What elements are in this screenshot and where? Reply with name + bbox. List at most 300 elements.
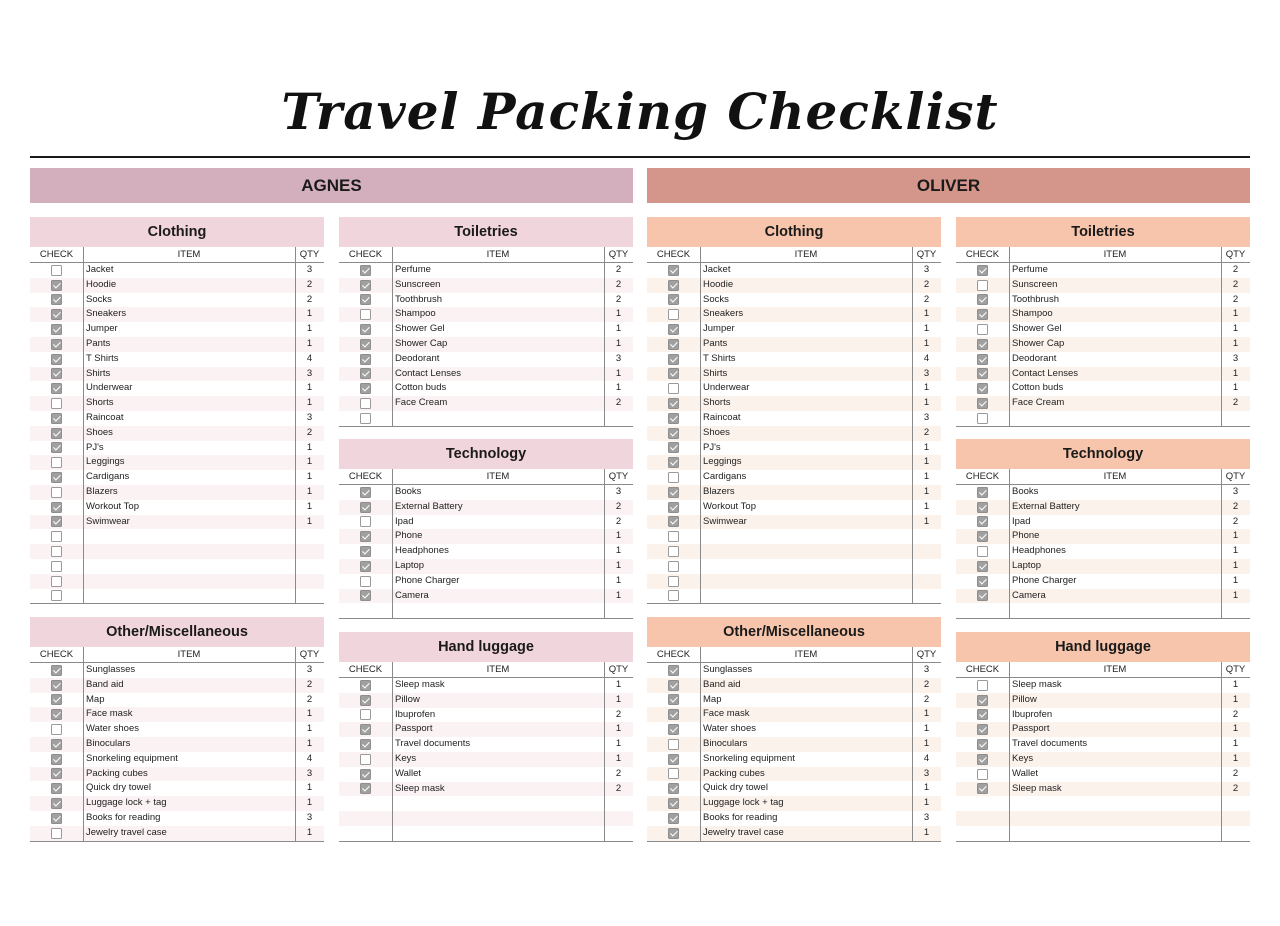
check-cell	[30, 574, 83, 589]
table-row	[647, 574, 941, 589]
qty-cell: 3	[923, 367, 930, 379]
unchecked-checkbox[interactable]	[51, 561, 62, 572]
check-cell	[956, 411, 1009, 426]
checked-checkbox[interactable]	[51, 709, 62, 720]
item-cell: Phone Charger	[1012, 574, 1077, 586]
checked-checkbox[interactable]	[360, 531, 371, 542]
check-cell	[339, 708, 392, 723]
checked-checkbox[interactable]	[360, 339, 371, 350]
table-row	[956, 693, 1250, 708]
table-row	[339, 603, 633, 618]
unchecked-checkbox[interactable]	[668, 531, 679, 542]
qty-cell: 3	[923, 264, 930, 275]
item-cell: Jacket	[86, 264, 114, 275]
check-cell	[956, 767, 1009, 782]
check-cell	[956, 722, 1009, 737]
checked-checkbox[interactable]	[668, 457, 679, 468]
check-cell	[956, 782, 1009, 797]
table-row	[647, 500, 941, 515]
unchecked-checkbox[interactable]	[668, 590, 679, 601]
check-cell	[956, 307, 1009, 322]
check-cell	[30, 322, 83, 337]
qty-cell: 2	[923, 426, 930, 438]
checked-checkbox[interactable]	[360, 368, 371, 379]
qty-cell: 1	[923, 397, 930, 409]
checked-checkbox[interactable]	[668, 516, 679, 527]
table-row	[956, 559, 1250, 574]
check-cell	[30, 367, 83, 382]
checked-checkbox[interactable]	[360, 680, 371, 691]
table-header	[647, 247, 941, 263]
item-cell: T Shirts	[86, 352, 119, 364]
qty-cell: 1	[306, 323, 313, 335]
section-title-technology: Technology	[956, 439, 1250, 469]
unchecked-checkbox[interactable]	[51, 487, 62, 498]
unchecked-checkbox[interactable]	[668, 739, 679, 750]
checked-checkbox[interactable]	[360, 739, 371, 750]
unchecked-checkbox[interactable]	[360, 413, 371, 424]
item-cell: Deodorant	[1012, 352, 1057, 364]
item-cell: Cardigans	[703, 471, 747, 483]
item-cell: Pillow	[1012, 693, 1037, 705]
checked-checkbox[interactable]	[668, 680, 679, 691]
unchecked-checkbox[interactable]	[360, 309, 371, 320]
check-cell	[339, 722, 392, 737]
item-cell: Quick dry towel	[703, 782, 768, 794]
table-row	[339, 322, 633, 337]
item-cell: Phone	[395, 530, 423, 542]
table-row	[30, 544, 324, 559]
qty-cell: 1	[306, 456, 313, 468]
checked-checkbox[interactable]	[51, 324, 62, 335]
item-cell: Shower Gel	[1012, 323, 1062, 335]
check-cell	[339, 411, 392, 426]
table-row	[956, 722, 1250, 737]
check-cell	[339, 278, 392, 293]
checked-checkbox[interactable]	[360, 324, 371, 335]
item-cell: Face mask	[703, 708, 750, 720]
qty-column-header: QTY	[299, 249, 320, 260]
qty-cell: 1	[306, 782, 313, 794]
table-row	[956, 678, 1250, 693]
checked-checkbox[interactable]	[360, 724, 371, 735]
table-row	[647, 307, 941, 322]
qty-cell	[295, 529, 324, 544]
qty-cell: 1	[615, 738, 622, 750]
qty-cell: 2	[615, 264, 622, 275]
table-row	[647, 781, 941, 796]
table-row	[339, 293, 633, 308]
item-cell: Toothbrush	[1012, 293, 1060, 305]
qty-cell: 3	[306, 367, 313, 379]
check-cell	[30, 529, 83, 544]
checked-checkbox[interactable]	[977, 531, 988, 542]
item-cell: Deodorant	[395, 352, 440, 364]
checked-checkbox[interactable]	[977, 502, 988, 513]
unchecked-checkbox[interactable]	[668, 546, 679, 557]
check-cell	[956, 826, 1009, 841]
checked-checkbox[interactable]	[51, 768, 62, 779]
checked-checkbox[interactable]	[977, 487, 988, 498]
checked-checkbox[interactable]	[668, 783, 679, 794]
qty-cell: 2	[306, 278, 313, 290]
item-cell: Keys	[1012, 752, 1034, 764]
checked-checkbox[interactable]	[977, 383, 988, 394]
table-row	[30, 485, 324, 500]
unchecked-checkbox[interactable]	[360, 576, 371, 587]
checked-checkbox[interactable]	[51, 309, 62, 320]
qty-column-header: QTY	[608, 471, 629, 482]
check-cell	[647, 707, 700, 722]
title-divider	[30, 156, 1250, 158]
item-cell: Ipad	[395, 515, 414, 527]
unchecked-checkbox[interactable]	[51, 724, 62, 735]
table-row	[30, 529, 324, 544]
checked-checkbox[interactable]	[360, 590, 371, 601]
item-cell	[700, 559, 912, 574]
checked-checkbox[interactable]	[668, 502, 679, 513]
qty-cell: 1	[306, 737, 313, 749]
checked-checkbox[interactable]	[51, 339, 62, 350]
qty-cell: 1	[1232, 323, 1239, 335]
item-cell	[392, 811, 604, 826]
checked-checkbox[interactable]	[360, 354, 371, 365]
item-cell: Face Cream	[1012, 397, 1065, 409]
item-cell: Sleep mask	[1012, 782, 1062, 794]
check-cell	[30, 278, 83, 293]
checked-checkbox[interactable]	[51, 783, 62, 794]
check-cell	[30, 500, 83, 515]
unchecked-checkbox[interactable]	[51, 457, 62, 468]
checked-checkbox[interactable]	[360, 280, 371, 291]
checked-checkbox[interactable]	[360, 783, 371, 794]
qty-column-header: QTY	[1225, 664, 1246, 675]
table-row	[647, 544, 941, 559]
qty-cell: 3	[306, 411, 313, 423]
unchecked-checkbox[interactable]	[360, 516, 371, 527]
checked-checkbox[interactable]	[977, 354, 988, 365]
item-cell: Shower Cap	[395, 337, 448, 349]
checked-checkbox[interactable]	[668, 828, 679, 839]
checked-checkbox[interactable]	[51, 694, 62, 705]
checked-checkbox[interactable]	[51, 442, 62, 453]
check-cell	[30, 470, 83, 485]
table-row	[956, 708, 1250, 723]
check-cell	[647, 352, 700, 367]
table-row	[339, 263, 633, 278]
checked-checkbox[interactable]	[668, 442, 679, 453]
check-cell	[956, 708, 1009, 723]
checked-checkbox[interactable]	[51, 665, 62, 676]
item-cell: Jacket	[703, 264, 731, 275]
table-row	[339, 796, 633, 811]
item-cell: Headphones	[1012, 545, 1066, 557]
item-column-header: ITEM	[1103, 471, 1127, 482]
checked-checkbox[interactable]	[668, 324, 679, 335]
table-row	[647, 811, 941, 826]
table-row	[647, 589, 941, 604]
unchecked-checkbox[interactable]	[668, 561, 679, 572]
unchecked-checkbox[interactable]	[51, 576, 62, 587]
checked-checkbox[interactable]	[51, 754, 62, 765]
item-cell: Sleep mask	[395, 679, 445, 690]
item-cell: Binoculars	[86, 737, 131, 749]
qty-cell	[912, 589, 941, 604]
check-cell	[647, 826, 700, 841]
check-cell	[339, 693, 392, 708]
item-cell	[1009, 826, 1221, 841]
unchecked-checkbox[interactable]	[977, 324, 988, 335]
unchecked-checkbox[interactable]	[668, 309, 679, 320]
qty-cell: 1	[615, 752, 622, 764]
qty-cell: 4	[306, 752, 313, 764]
checked-checkbox[interactable]	[977, 339, 988, 350]
item-cell: Blazers	[86, 485, 118, 497]
table-row	[30, 455, 324, 470]
checked-checkbox[interactable]	[51, 739, 62, 750]
unchecked-checkbox[interactable]	[51, 398, 62, 409]
checked-checkbox[interactable]	[977, 309, 988, 320]
unchecked-checkbox[interactable]	[51, 531, 62, 542]
checked-checkbox[interactable]	[668, 368, 679, 379]
check-column-header: CHECK	[348, 664, 383, 675]
checked-checkbox[interactable]	[668, 709, 679, 720]
table-row	[956, 811, 1250, 826]
checked-checkbox[interactable]	[360, 487, 371, 498]
qty-cell	[1221, 603, 1250, 618]
checked-checkbox[interactable]	[51, 798, 62, 809]
checked-checkbox[interactable]	[51, 472, 62, 483]
checked-checkbox[interactable]	[51, 294, 62, 305]
qty-cell: 3	[306, 767, 313, 779]
person-banner-agnes: AGNES	[30, 168, 633, 203]
unchecked-checkbox[interactable]	[51, 546, 62, 557]
item-cell: Band aid	[703, 678, 741, 690]
table-row	[30, 352, 324, 367]
check-cell	[956, 278, 1009, 293]
unchecked-checkbox[interactable]	[977, 413, 988, 424]
item-cell: Cardigans	[86, 471, 130, 483]
checked-checkbox[interactable]	[360, 265, 371, 276]
checked-checkbox[interactable]	[668, 694, 679, 705]
unchecked-checkbox[interactable]	[977, 769, 988, 780]
table-body	[339, 678, 633, 841]
checked-checkbox[interactable]	[360, 294, 371, 305]
qty-cell	[604, 826, 633, 841]
check-cell	[30, 307, 83, 322]
checked-checkbox[interactable]	[360, 383, 371, 394]
checked-checkbox[interactable]	[360, 769, 371, 780]
item-cell: Sleep mask	[1012, 679, 1062, 690]
qty-cell: 2	[1232, 708, 1239, 720]
table-row	[30, 381, 324, 396]
item-cell: Leggings	[86, 456, 125, 468]
unchecked-checkbox[interactable]	[668, 472, 679, 483]
table-row	[647, 263, 941, 278]
qty-cell: 1	[1232, 752, 1239, 764]
check-cell	[956, 693, 1009, 708]
checked-checkbox[interactable]	[51, 354, 62, 365]
check-cell	[339, 544, 392, 559]
checked-checkbox[interactable]	[668, 665, 679, 676]
item-cell: Sunscreen	[395, 278, 441, 290]
section-title-toiletries: Toiletries	[339, 217, 633, 247]
item-cell: Quick dry towel	[86, 782, 151, 794]
checked-checkbox[interactable]	[977, 590, 988, 601]
checked-checkbox[interactable]	[51, 813, 62, 824]
checked-checkbox[interactable]	[977, 695, 988, 706]
section-title-misc: Other/Miscellaneous	[30, 617, 324, 647]
checked-checkbox[interactable]	[668, 265, 679, 276]
qty-cell: 1	[1232, 574, 1239, 586]
table-row	[339, 811, 633, 826]
check-cell	[30, 426, 83, 441]
checked-checkbox[interactable]	[668, 339, 679, 350]
unchecked-checkbox[interactable]	[668, 576, 679, 587]
qty-cell: 2	[1232, 278, 1239, 290]
item-column-header: ITEM	[794, 649, 818, 660]
qty-cell: 4	[923, 352, 930, 364]
item-cell	[392, 796, 604, 811]
unchecked-checkbox[interactable]	[360, 709, 371, 720]
table-row	[30, 663, 324, 678]
item-cell: Books for reading	[86, 811, 161, 823]
checked-checkbox[interactable]	[977, 754, 988, 765]
qty-cell	[912, 529, 941, 544]
checked-checkbox[interactable]	[668, 813, 679, 824]
table-row	[956, 737, 1250, 752]
checked-checkbox[interactable]	[977, 739, 988, 750]
table-row	[647, 337, 941, 352]
table-row	[30, 559, 324, 574]
unchecked-checkbox[interactable]	[977, 546, 988, 557]
checked-checkbox[interactable]	[977, 783, 988, 794]
check-cell	[647, 767, 700, 782]
table-row	[339, 782, 633, 797]
check-cell	[956, 337, 1009, 352]
checklist-table	[339, 469, 633, 619]
checked-checkbox[interactable]	[51, 280, 62, 291]
check-cell	[956, 544, 1009, 559]
checked-checkbox[interactable]	[51, 516, 62, 527]
item-cell: Keys	[395, 752, 417, 764]
item-cell: Workout Top	[86, 500, 139, 512]
checked-checkbox[interactable]	[668, 280, 679, 291]
item-column-header: ITEM	[1103, 249, 1127, 260]
qty-cell	[1221, 826, 1250, 841]
unchecked-checkbox[interactable]	[668, 383, 679, 394]
qty-cell	[1221, 811, 1250, 826]
checked-checkbox[interactable]	[977, 576, 988, 587]
unchecked-checkbox[interactable]	[51, 265, 62, 276]
checked-checkbox[interactable]	[977, 709, 988, 720]
qty-cell: 3	[1232, 486, 1239, 497]
checked-checkbox[interactable]	[977, 398, 988, 409]
qty-cell	[295, 589, 324, 604]
check-cell	[339, 322, 392, 337]
checked-checkbox[interactable]	[51, 428, 62, 439]
table-row	[30, 470, 324, 485]
checked-checkbox[interactable]	[360, 546, 371, 557]
checked-checkbox[interactable]	[977, 724, 988, 735]
qty-column-header: QTY	[916, 249, 937, 260]
unchecked-checkbox[interactable]	[977, 280, 988, 291]
item-cell: Swimwear	[86, 515, 130, 527]
checked-checkbox[interactable]	[51, 413, 62, 424]
checked-checkbox[interactable]	[51, 680, 62, 691]
agnes-clothing-section	[30, 217, 324, 604]
checked-checkbox[interactable]	[668, 798, 679, 809]
checked-checkbox[interactable]	[360, 561, 371, 572]
checked-checkbox[interactable]	[51, 368, 62, 379]
table-row	[956, 574, 1250, 589]
item-cell: PJ's	[86, 441, 104, 453]
table-row	[339, 381, 633, 396]
checked-checkbox[interactable]	[668, 487, 679, 498]
table-row	[30, 426, 324, 441]
qty-cell: 2	[615, 708, 622, 720]
checked-checkbox[interactable]	[668, 354, 679, 365]
checked-checkbox[interactable]	[51, 502, 62, 513]
checked-checkbox[interactable]	[668, 413, 679, 424]
table-row	[956, 367, 1250, 382]
checked-checkbox[interactable]	[977, 561, 988, 572]
checked-checkbox[interactable]	[977, 265, 988, 276]
checked-checkbox[interactable]	[668, 398, 679, 409]
item-cell: Leggings	[703, 456, 742, 468]
checked-checkbox[interactable]	[668, 428, 679, 439]
checked-checkbox[interactable]	[668, 754, 679, 765]
check-cell	[339, 589, 392, 604]
checked-checkbox[interactable]	[360, 695, 371, 706]
check-cell	[30, 337, 83, 352]
table-row	[647, 411, 941, 426]
item-cell: Ibuprofen	[395, 708, 436, 720]
table-row	[30, 796, 324, 811]
unchecked-checkbox[interactable]	[51, 828, 62, 839]
qty-cell: 1	[306, 797, 313, 809]
check-cell	[339, 293, 392, 308]
unchecked-checkbox[interactable]	[51, 590, 62, 601]
check-cell	[339, 811, 392, 826]
qty-cell: 1	[923, 737, 930, 749]
unchecked-checkbox[interactable]	[977, 680, 988, 691]
qty-cell: 1	[615, 589, 622, 601]
item-cell: Phone	[1012, 530, 1040, 542]
table-row	[647, 426, 941, 441]
page-title: Travel Packing Checklist	[281, 82, 999, 141]
check-cell	[339, 263, 392, 278]
checked-checkbox[interactable]	[668, 294, 679, 305]
qty-cell: 1	[306, 723, 313, 735]
check-cell	[339, 678, 392, 693]
unchecked-checkbox[interactable]	[360, 398, 371, 409]
qty-cell: 3	[923, 811, 930, 823]
checked-checkbox[interactable]	[977, 368, 988, 379]
checked-checkbox[interactable]	[977, 516, 988, 527]
checked-checkbox[interactable]	[977, 294, 988, 305]
check-column-header: CHECK	[965, 249, 1000, 260]
checked-checkbox[interactable]	[360, 502, 371, 513]
item-cell: PJ's	[703, 441, 721, 453]
unchecked-checkbox[interactable]	[668, 768, 679, 779]
checked-checkbox[interactable]	[51, 383, 62, 394]
checked-checkbox[interactable]	[668, 724, 679, 735]
unchecked-checkbox[interactable]	[360, 754, 371, 765]
item-column-header: ITEM	[486, 471, 510, 482]
check-cell	[30, 396, 83, 411]
table-row	[647, 515, 941, 530]
